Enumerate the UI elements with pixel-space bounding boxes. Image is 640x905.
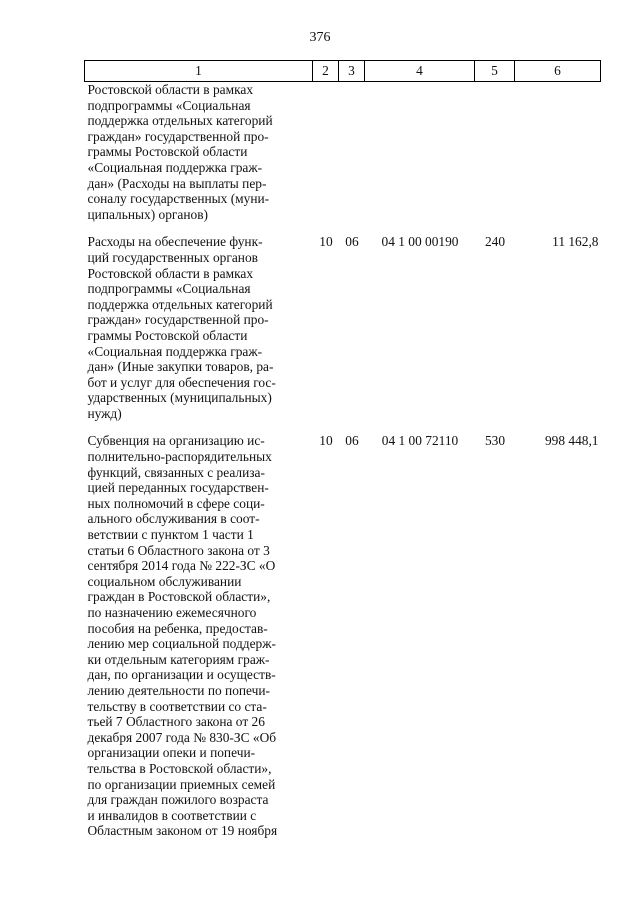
header-col-6: 6 — [515, 61, 601, 82]
amount — [515, 82, 601, 223]
description-line: Субвенция на организацию ис- — [87, 433, 265, 449]
description-line: пособия на ребенка, предостав- — [87, 620, 268, 636]
description-line: полнительно-распорядительных — [87, 449, 272, 465]
description-line: Ростовской области в рамках — [87, 82, 254, 97]
description-line: лению мер социальной поддерж- — [87, 636, 276, 652]
budget-table — [84, 60, 601, 839]
description-line: соналу государственных (муни- — [87, 191, 270, 207]
header-col-1: 1 — [85, 61, 313, 82]
description-line: функций, связанных с реализа- — [87, 464, 265, 480]
description-line: граммы Ростовской области — [87, 327, 248, 343]
description-line: статьи 6 Областного закона от 3 — [87, 542, 270, 558]
table-row — [85, 222, 601, 421]
table-row — [85, 82, 601, 223]
table-body — [85, 82, 601, 839]
description-line: Расходы на обеспечение функ- — [87, 234, 263, 250]
description-line: по организации приемных семей — [87, 776, 276, 792]
description-line: граждан в Ростовской области», — [87, 589, 271, 605]
row-description — [85, 222, 313, 421]
description-line: нужд) — [87, 405, 122, 421]
expense-type-code — [475, 82, 515, 223]
row-description — [85, 421, 313, 838]
description-line: Областным законом от 19 ноября — [87, 823, 278, 839]
section-code: 10 — [319, 234, 333, 250]
description-line: граждан» государственной про- — [87, 128, 269, 144]
description-line: тельства в Ростовской области», — [87, 760, 272, 776]
header-col-4: 4 — [365, 61, 475, 82]
description-line: ных полномочий в сфере соци- — [87, 495, 265, 511]
description-line: дан, по организации и осуществ- — [87, 667, 276, 683]
description-line: ударственных (муниципальных) — [87, 390, 272, 406]
description-line: для граждан пожилого возраста — [87, 792, 269, 808]
expense-type-code: 240 — [484, 234, 506, 250]
description-line: тьей 7 Областного закона от 26 — [87, 714, 265, 730]
row-description — [85, 82, 313, 223]
page-number: 376 — [309, 30, 331, 45]
description-line: лению деятельности по попечи- — [87, 682, 271, 698]
expense-type-code: 530 — [484, 433, 506, 449]
description-line: дан» (Иные закупки товаров, ра- — [87, 359, 274, 375]
description-line: Ростовской области в рамках — [87, 265, 254, 281]
description-line: декабря 2007 года № 830-ЗС «Об — [87, 729, 277, 745]
description-line: дан» (Расходы на выплаты пер- — [87, 175, 267, 191]
header-row — [85, 61, 601, 82]
description-line: подпрограммы «Социальная — [87, 281, 251, 297]
description-line: по назначению ежемесячного — [87, 605, 257, 620]
description-line: «Социальная поддержка граж- — [87, 159, 263, 175]
amount: 998 448,1 — [544, 433, 599, 449]
description-line: поддержка отдельных категорий — [87, 296, 273, 312]
description-line: ципальных) органов) — [87, 206, 208, 222]
description-line: и инвалидов в соответствии с — [87, 807, 257, 823]
description-line: организации опеки и попечи- — [87, 745, 256, 761]
description-line: цией переданных государствен- — [87, 480, 269, 496]
table-row — [85, 421, 601, 838]
description-line: ки отдельным категориям граж- — [87, 651, 270, 667]
subsection-code — [339, 82, 365, 223]
description-line: граждан» государственной про- — [87, 312, 269, 328]
header-col-3: 3 — [339, 61, 365, 82]
description-line: тельству в соответствии со ста- — [87, 698, 267, 714]
subsection-code: 06 — [345, 433, 359, 449]
description-line: ций государственных органов — [87, 249, 258, 265]
amount: 11 162,8 — [552, 234, 599, 250]
description-line: ветствии с пунктом 1 части 1 — [87, 527, 254, 543]
description-line: поддержка отдельных категорий — [87, 113, 273, 129]
description-line: «Социальная поддержка граж- — [87, 343, 263, 359]
subsection-code: 06 — [345, 234, 359, 250]
description-line: ального обслуживания в соот- — [87, 511, 260, 527]
target-article-code — [365, 82, 475, 223]
target-article-code: 04 1 00 00190 — [381, 234, 459, 250]
target-article-code: 04 1 00 72110 — [381, 433, 459, 449]
description-line: подпрограммы «Социальная — [87, 97, 251, 113]
description-line: граммы Ростовской области — [87, 144, 248, 160]
section-code: 10 — [319, 433, 333, 449]
description-line: сентября 2014 года № 222-ЗС «О — [87, 558, 276, 574]
section-code — [313, 82, 339, 223]
description-line: бот и услуг для обеспечения гос- — [87, 374, 276, 390]
description-line: социальном обслуживании — [87, 573, 242, 589]
header-col-2: 2 — [313, 61, 339, 82]
header-col-5: 5 — [475, 61, 515, 82]
